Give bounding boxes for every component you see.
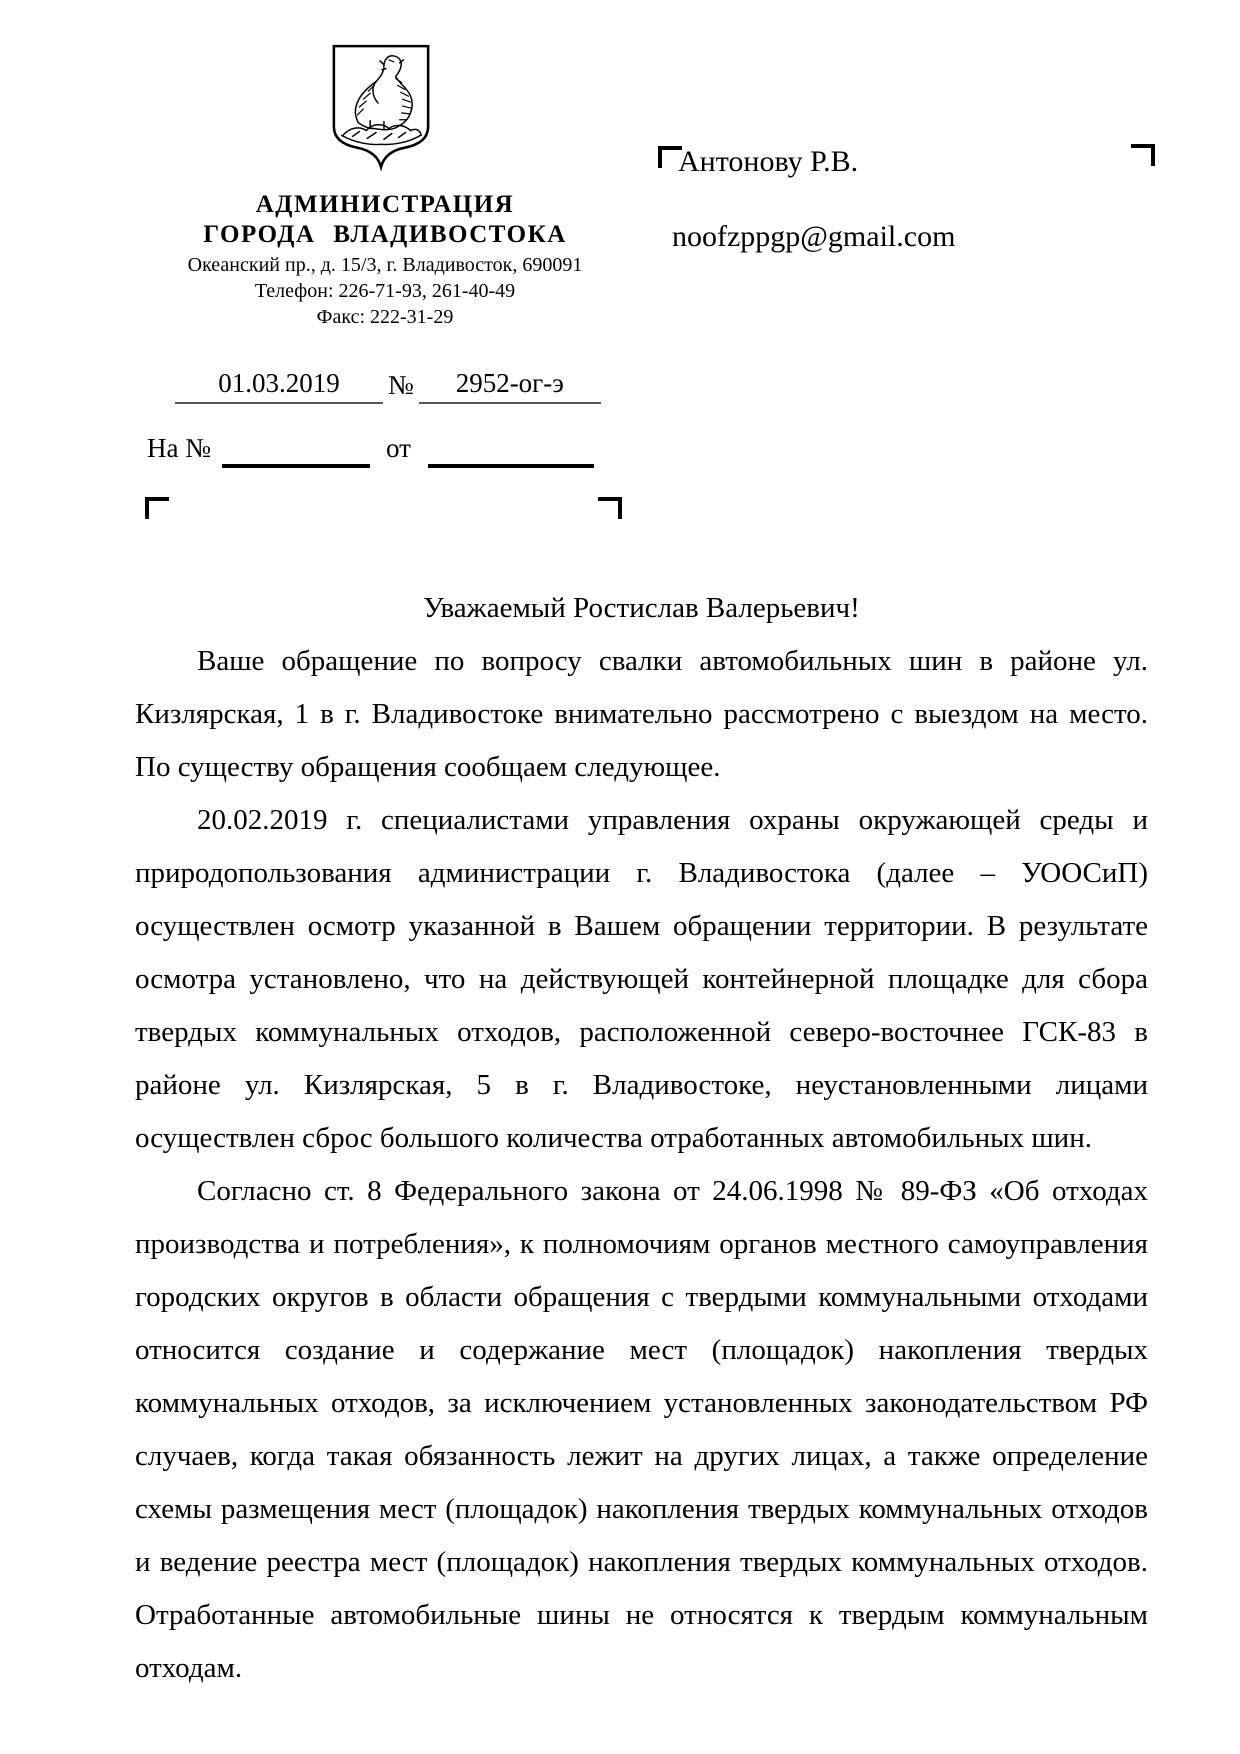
reply-date-blank-line [428,464,594,468]
organization-name [120,190,650,250]
outgoing-date: 01.03.2019 [175,368,383,404]
reply-number-label: На № [147,433,211,463]
body-paragraph: Согласно ст. 8 Федерального закона от 24.06.1998 № 89-ФЗ «Об отходах производства и потребления», к полномочиям органов местного самоуправления городских округов в области обращения с твердыми коммунальными отходами относится создание и содержание мест (площадок) накопления твердых коммунальных отходов, за исключением установленных законодательством РФ случаев, когда такая обязанность лежит на других лицах, а также определение схемы размещения мест (площадок) накопления твердых коммунальных отходов и ведение реестра мест (площадок) накопления твердых коммунальных отходов. Отработанные автомобильные шины не относятся к твердым коммунальным отходам. [135,1175,1148,1684]
address-zone-corner-bottom-left-icon [145,497,169,519]
reply-from-label: от [386,433,411,463]
address-zone-corner-top-right-icon [1131,144,1155,166]
vladivostok-tiger-crest-icon [327,40,435,174]
organization-name-line1: АДМИНИСТРАЦИЯ [255,191,515,218]
salutation: Уважаемый Ростислав Валерьевич! [423,592,860,624]
organization-name-line2: ГОРОДА ВЛАДИВОСТОКА [203,221,567,248]
address-zone-corner-bottom-right-icon [598,497,622,519]
recipient-email: noofzppgp@gmail.com [672,220,956,253]
recipient-name: Антонову Р.В. [678,145,859,178]
outgoing-number: 2952-ог-э [419,368,601,404]
organization-address: Океанский пр., д. 15/3, г. Владивосток, 690091 [187,254,583,276]
body-paragraph: 20.02.2019 г. специалистами управления охраны окружающей среды и природопользования администрации г. Владивостока (далее – УООСиП) осуществлен осмотр указанной в Вашем обращении территории. В результате осмотра установлено, что на действующей контейнерной площадке для сбора твердых коммунальных отходов, расположенной северо-восточнее ГСК-83 в районе ул. Кизлярская, 5 в г. Владивостоке, неустановленными лицами осуществлен сброс большого количества отработанных автомобильных шин. [135,804,1148,1154]
organization-fax: Факс: 222-31-29 [316,306,454,328]
body-paragraph: Ваше обращение по вопросу свалки автомобильных шин в районе ул. Кизлярская, 1 в г. Владивостоке внимательно рассмотрено с выездом на место. По существу обращения сообщаем следующее. [135,645,1148,783]
outgoing-reference-row [175,368,601,404]
letter-paragraphs [135,635,1148,1695]
number-sign: № [388,370,414,400]
organization-phone: Телефон: 226-71-93, 261-40-49 [254,280,516,302]
organization-contacts [120,252,650,330]
letter-body [135,582,1148,1695]
reply-number-blank-line [222,464,370,468]
